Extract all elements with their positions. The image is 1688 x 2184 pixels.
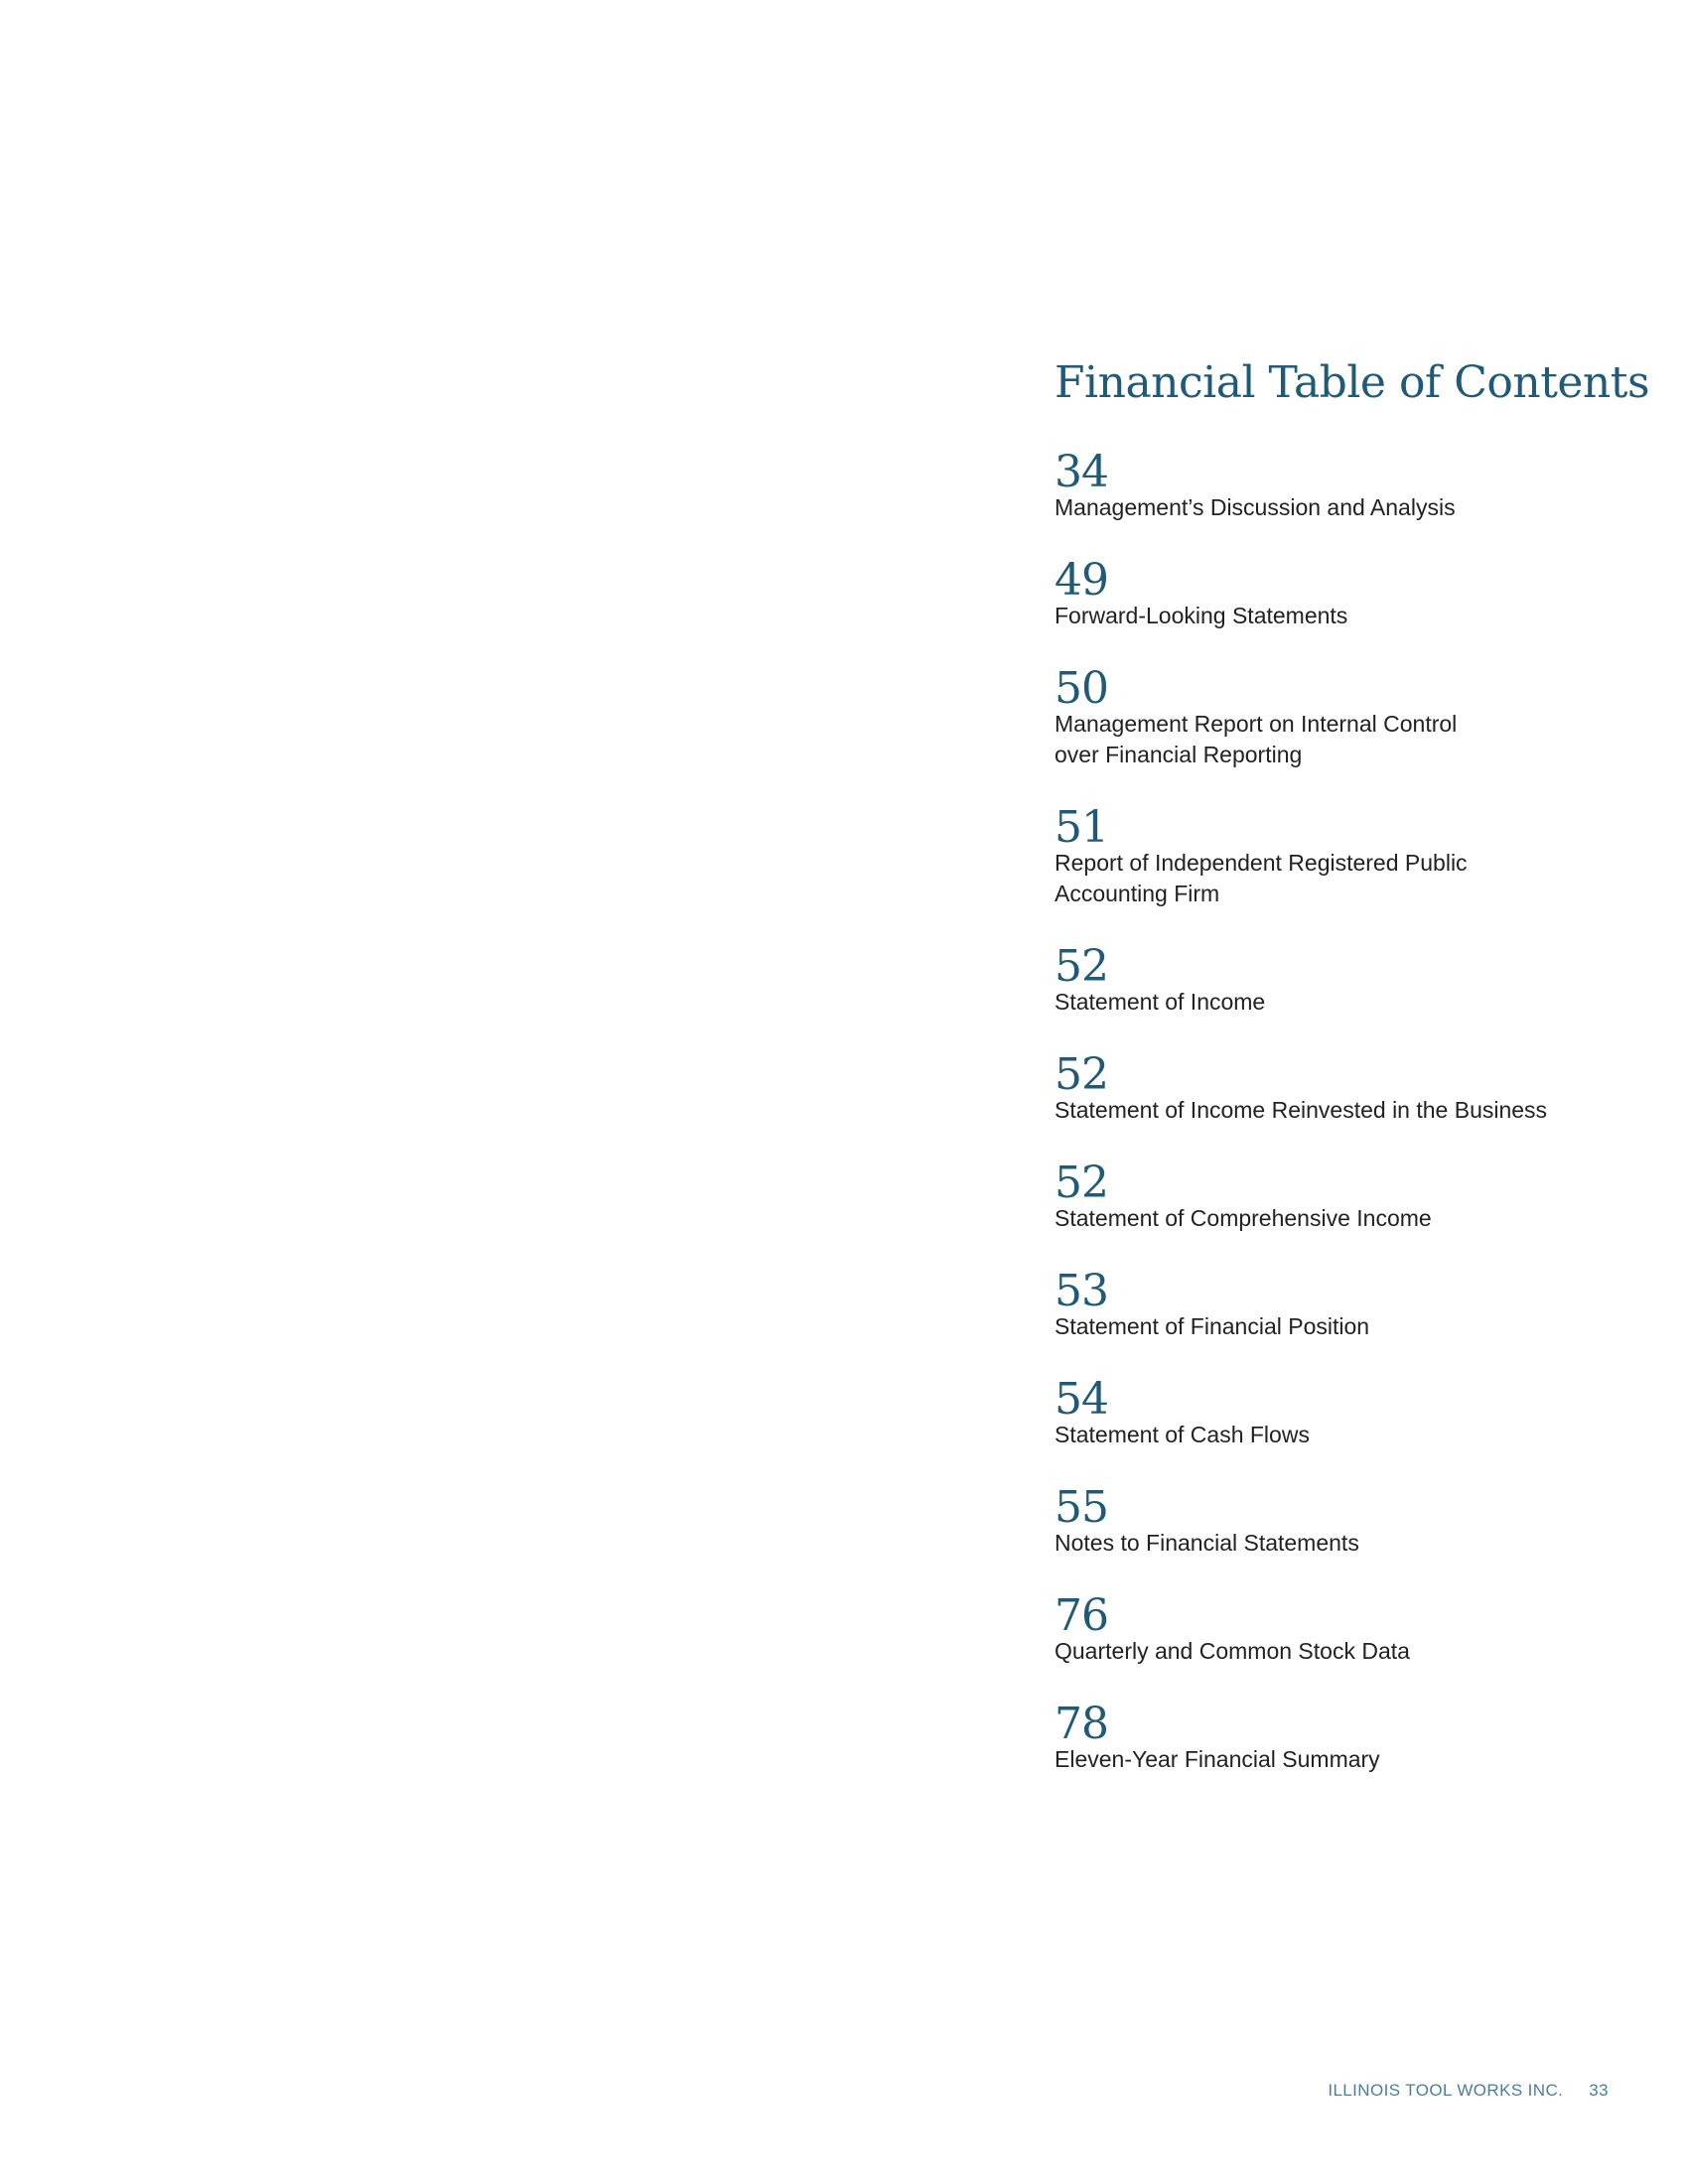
footer-company-name: ILLINOIS TOOL WORKS INC.	[1328, 2081, 1564, 2100]
page-title: Financial Table of Contents	[1055, 357, 1650, 408]
toc-entry	[1055, 1482, 1630, 1559]
footer-page-number: 33	[1589, 2081, 1609, 2100]
page-footer	[1291, 2081, 1609, 2101]
toc-entry	[1055, 1374, 1630, 1450]
toc-page-number: 55	[1055, 1482, 1108, 1533]
toc-entry	[1055, 941, 1630, 1018]
toc-entry-label: Statement of Income Reinvested in the Business	[1055, 1097, 1548, 1123]
toc-entry-label: Forward-Looking Statements	[1055, 603, 1348, 628]
toc-entry-label: Management’s Discussion and Analysis	[1055, 494, 1456, 520]
toc-page-number: 52	[1055, 1158, 1108, 1208]
toc-page-number: 53	[1055, 1266, 1108, 1316]
toc-entry-label: Eleven-Year Financial Summary	[1055, 1746, 1380, 1772]
toc-entry-label: Statement of Income	[1055, 989, 1266, 1015]
toc-page-number: 49	[1055, 555, 1108, 606]
toc-entry	[1055, 663, 1630, 770]
toc-entry-label: Report of Independent Registered Public Accounting Firm	[1055, 850, 1468, 906]
toc-entry	[1055, 1049, 1630, 1126]
toc-page-number: 78	[1055, 1699, 1108, 1749]
toc-page-number: 52	[1055, 1049, 1108, 1100]
toc-page-number: 50	[1055, 663, 1108, 714]
toc-page-number: 52	[1055, 941, 1108, 992]
toc-page-number: 76	[1055, 1590, 1108, 1641]
toc-entry-label: Statement of Comprehensive Income	[1055, 1205, 1432, 1231]
toc-entry	[1055, 1158, 1630, 1234]
toc-entry	[1055, 447, 1630, 523]
table-of-contents	[1055, 357, 1650, 1811]
toc-entry	[1055, 802, 1630, 909]
toc-page-number: 34	[1055, 447, 1108, 497]
toc-entry-label: Management Report on Internal Control over Financial Reporting	[1055, 711, 1458, 767]
toc-entry-label: Statement of Financial Position	[1055, 1313, 1370, 1339]
toc-entry-label: Quarterly and Common Stock Data	[1055, 1638, 1410, 1664]
toc-page-number: 51	[1055, 802, 1108, 853]
toc-page-number: 54	[1055, 1374, 1108, 1425]
toc-entry	[1055, 555, 1630, 631]
toc-entry	[1055, 1699, 1630, 1775]
toc-entry	[1055, 1266, 1630, 1342]
toc-entry	[1055, 1590, 1630, 1667]
toc-entry-label: Notes to Financial Statements	[1055, 1530, 1359, 1556]
toc-entry-label: Statement of Cash Flows	[1055, 1422, 1310, 1447]
